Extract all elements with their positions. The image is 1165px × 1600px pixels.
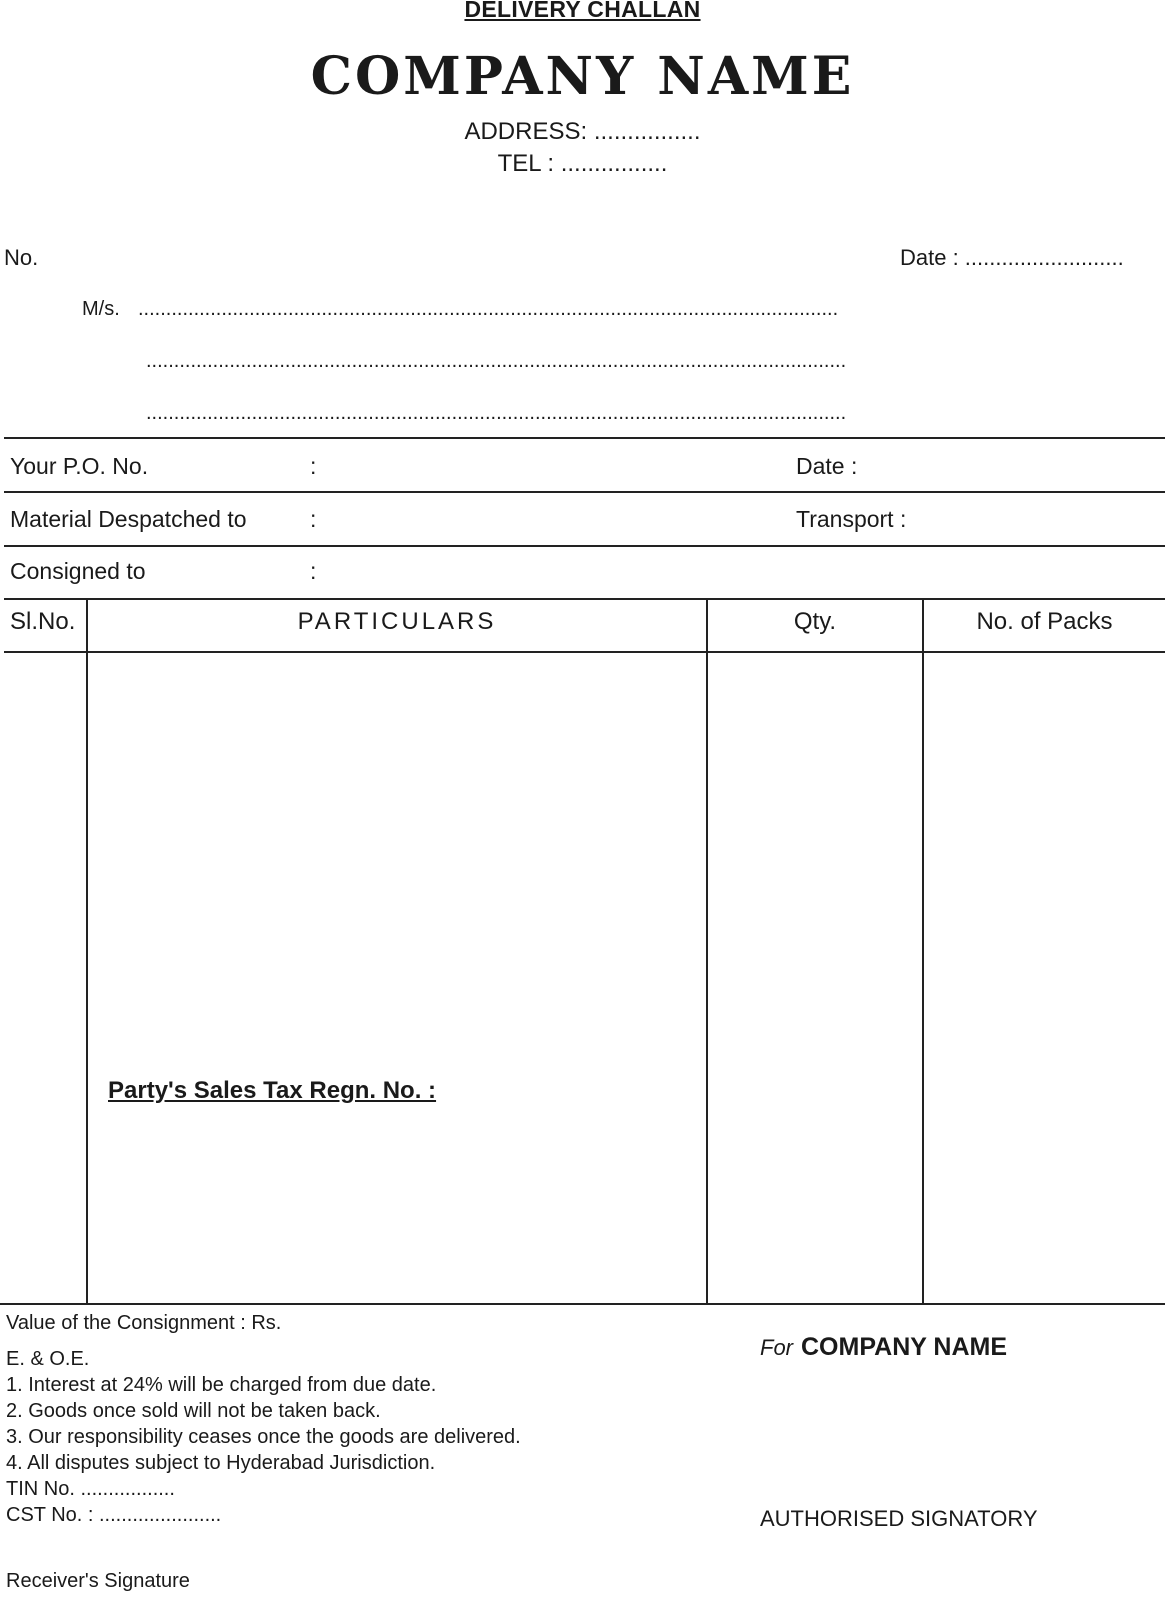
col-header-slno: Sl.No. <box>10 608 76 635</box>
po-no-label: Your P.O. No. <box>10 453 149 479</box>
challan-date: Date : .......................... <box>900 245 1124 270</box>
authorised-signatory: AUTHORISED SIGNATORY <box>760 1506 1038 1531</box>
tin-no: TIN No. ................. <box>6 1478 175 1500</box>
challan-no-label: No. <box>4 245 39 270</box>
ms-line-3: .............................................................................................................................. <box>146 402 847 424</box>
consigned-label: Consigned to <box>10 558 146 584</box>
company-address: ADDRESS: ................ <box>464 118 701 145</box>
term-1: 1. Interest at 24% will be charged from due date. <box>6 1374 437 1396</box>
consigned-colon: : <box>310 558 317 584</box>
col-divider-qty <box>922 598 924 1304</box>
for-company-name: COMPANY NAME <box>801 1333 1008 1361</box>
receiver-signature: Receiver's Signature <box>6 1570 190 1592</box>
consignment-value: Value of the Consignment : Rs. <box>6 1312 282 1334</box>
for-label: For <box>760 1335 793 1360</box>
cst-no: CST No. : ...................... <box>6 1504 222 1526</box>
col-header-packs: No. of Packs <box>976 608 1113 635</box>
term-3: 3. Our responsibility ceases once the goods are delivered. <box>6 1426 521 1448</box>
table-bottom-border <box>0 1303 1165 1305</box>
ms-label: M/s. <box>82 298 120 320</box>
po-date-label: Date : <box>796 453 858 479</box>
for-company <box>760 1333 1007 1362</box>
eoe-note: E. & O.E. <box>6 1348 90 1370</box>
ms-line-2: .............................................................................................................................. <box>146 350 847 372</box>
term-4: 4. All disputes subject to Hyderabad Jurisdiction. <box>6 1452 436 1474</box>
col-divider-particulars <box>706 598 708 1304</box>
divider-despatch-top <box>4 491 1165 493</box>
col-divider-slno <box>86 598 88 1304</box>
despatch-colon: : <box>310 506 317 532</box>
col-header-particulars: PARTICULARS <box>297 608 497 635</box>
table-header-border <box>4 651 1165 653</box>
company-name: COMPANY NAME <box>310 46 855 107</box>
divider-consigned-top <box>4 545 1165 547</box>
col-header-qty: Qty. <box>793 608 837 635</box>
po-no-colon: : <box>310 453 317 479</box>
term-2: 2. Goods once sold will not be taken back. <box>6 1400 381 1422</box>
document-title: DELIVERY CHALLAN <box>464 0 701 22</box>
table-top-border <box>4 598 1165 600</box>
despatch-label: Material Despatched to <box>10 506 247 532</box>
divider-po-top <box>4 437 1165 439</box>
transport-label: Transport : <box>796 506 907 532</box>
company-tel: TEL : ................ <box>497 150 668 177</box>
party-sales-tax-label: Party's Sales Tax Regn. No. : <box>108 1077 437 1104</box>
ms-line-1: .............................................................................................................................. <box>138 298 839 320</box>
